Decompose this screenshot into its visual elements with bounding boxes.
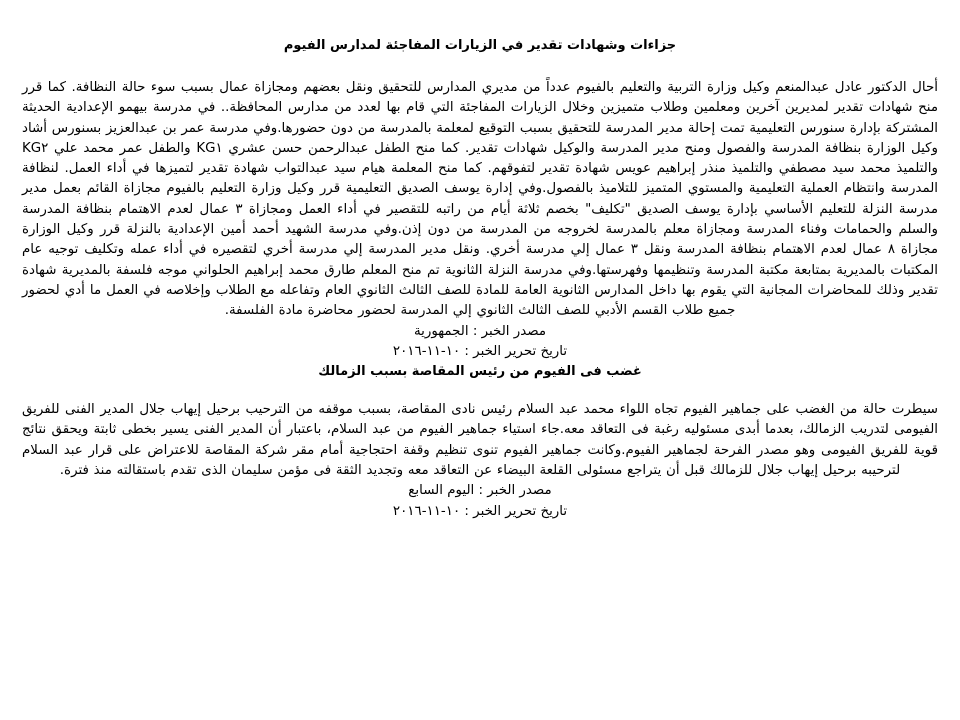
article-body: سيطرت حالة من الغضب على جماهير الفيوم تجاه اللواء محمد عبد السلام رئيس نادى المقاصة، بسبب موقفه من الترحيب برحيل إيهاب جلال المدير الفنى للفريق الفيومى لتدريب الزمالك، بعدما أبدى مسئوليه رغبة فى التعاقد معه.جاء استياء جماهير الفيوم من عبد السلام، باعتبار أن المدير الفنى يسير بخطى ثابتة ويحقق نتائج قوية للفريق الفيومى وهو مصدر الفرحة لجماهير الفيوم.وكانت جماهير الفيوم تنوى تنظيم وقفة احتجاجية أمام مقر شركة المقاصة للاعتراض على قرار عبد السلام لترحيبه برحيل إيهاب جلال للزمالك قبل أن يتراجع مسئولى القلعة البيضاء عن التعاقد معه وتجديد الثقة فى مؤمن سليمان الذى تقدم باستقالته منذ فترة. (22, 402, 938, 479)
article-title: غضب فى الفيوم من رئيس المقاصة بسبب الزمالك (318, 364, 642, 380)
article-source: مصدر الخبر : اليوم السابع (408, 483, 552, 499)
article-date: تاريخ تحرير الخبر : ١٠-١١-٢٠١٦ (392, 503, 568, 519)
article-date: تاريخ تحرير الخبر : ١٠-١١-٢٠١٦ (392, 343, 568, 359)
article-school-visits (22, 36, 938, 362)
article-body: أحال الدكتور عادل عبدالمنعم وكيل وزارة التربية والتعليم بالفيوم عدداً من مديري المدارس للتحقيق ونقل بعضهم ومجازاة عمال بسبب سوء حالة النظافة. كما قرر منح شهادات تقدير لمديرين آخرين ومعلمين وطلاب متميزين وخلال الزيارات المفاجئة التي قام بها لعدد من مدارس المحافظة.. في مدرسة بيهمو الإعدادية الحديثة المشتركة بإدارة سنورس التعليمية تمت إحالة مدير المدرسة للتحقيق بسبب التوقيع لمعلمة بالمدرسة من دون حضورها.وفي مدرسة عمر بن عبدالعزيز بسنورس أشاد وكيل الوزارة بنظافة المدرسة والفصول ومنح مدير المدرسة والوكيل شهادات تقدير. كما منح الطفل عبدالرحمن حسن عشري KG١ والطفل عمر محمد علي KG٢ والتلميذ محمد سيد مصطفي والتلميذ منذر إبراهيم عويس شهادة تقدير لتفوقهم. كما منح المعلمة هيام سيد عبدالتواب شهادة تقدير لتميزها في أداء العمل. لنظافة المدرسة وانتظام العملية التعليمية والمستوي المتميز للتلاميذ بالفصول.وفي إدارة يوسف الصديق التعليمية قرر وكيل وزارة التعليم بالفيوم مجازاة القائم بعمل مدير مدرسة النزلة للتعليم الأساسي بإدارة يوسف الصديق "تكليف" بخصم ثلاثة أيام من راتبه للتقصير في أداء العمل ومجازاة ٣ عمال لعدم الاهتمام بنظافة المدرسة والسلم والحمامات وفناء المدرسة ومجازاة معلم بالمدرسة لخروجه من المدرسة من دون إذن.وفي مدرسة الشهيد أحمد أمين الإعدادية بالنزلة قرر وكيل الوزارة مجازاة ٨ عمال لعدم الاهتمام بنظافة المدرسة ونقل ٣ عمال إلي مدرسة أخري. ونقل مدير المدرسة إلي مدرسة أخري لتقصيره في أداء عمله وتكليف توجيه عام المكتبات بالمديرية بمتابعة مكتبة المدرسة وتنظيمها وفهرستها.وفي مدرسة النزلة الثانوية تم منح المعلم طارق محمد إبراهيم الحلواني موجه فلسفة بالمديرية شهادة تقدير وذلك للمحاضرات المجانية التي يقوم بها داخل المدارس الثانوية العامة للمادة للصف الثالث الثانوي العام وتفاعله مع الطلاب وإخلاصه في العمل ما أدي لحضور جميع طلاب القسم الأدبي للصف الثالث الثانوي إلي المدرسة لحضور محاضرة مادة الفلسفة. (22, 80, 938, 319)
article-source: مصدر الخبر : الجمهورية (413, 323, 547, 339)
article-maqasa-anger (22, 362, 938, 522)
article-title: جزاءات وشهادات تقدير في الزيارات المفاجئة لمدارس الفيوم (283, 38, 677, 53)
